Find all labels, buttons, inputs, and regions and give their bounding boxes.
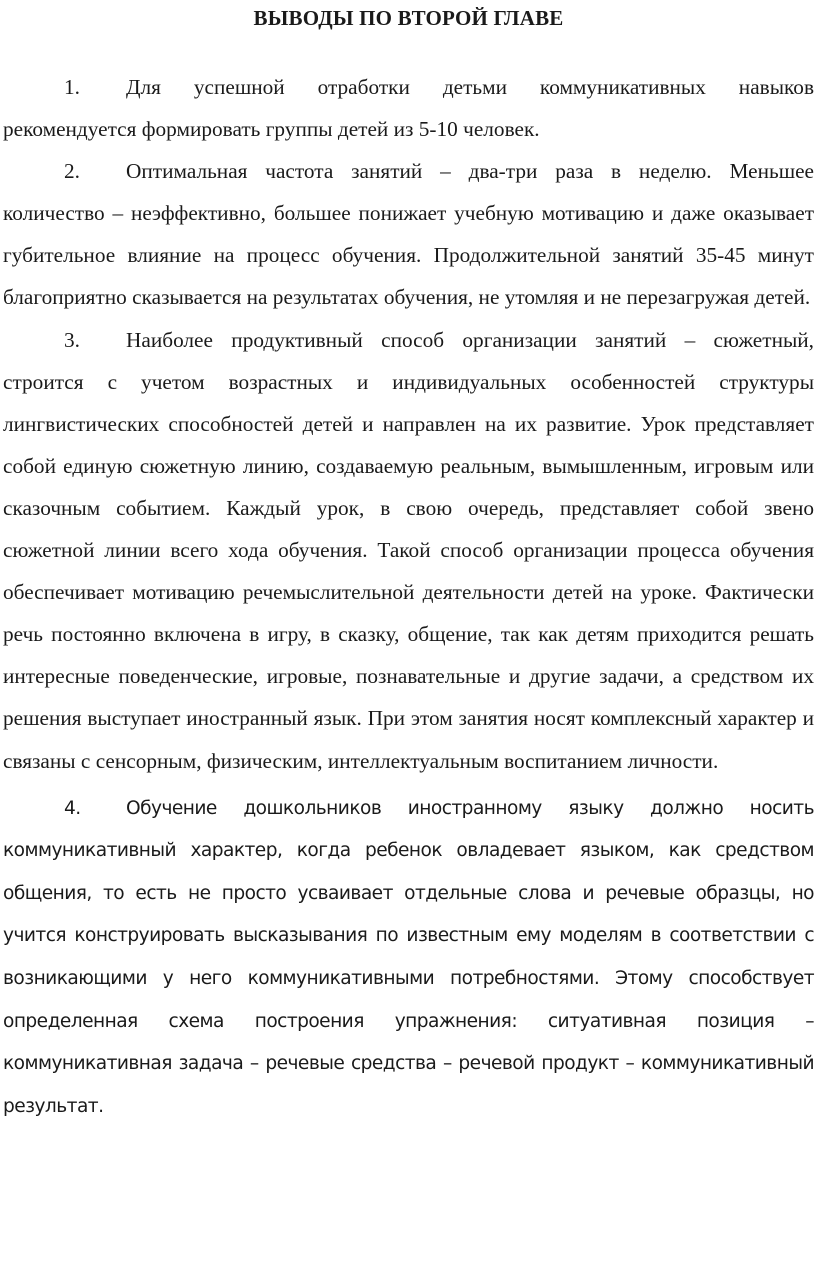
conclusion-item-3 bbox=[3, 319, 814, 782]
item-number: 3. bbox=[64, 327, 80, 352]
item-text: Оптимальная частота занятий – два-три раза в неделю. Меньшее количество – неэффективно, большее понижает учебную мотивацию и даже оказывает губительное влияние на процесс обучения. Продолжительной занятий 35-45 минут благоприятно сказывается на результатах обучения, не утомляя и не перезагружая детей. bbox=[3, 159, 814, 310]
item-text: Обучение дошкольников иностранному языку должно носить коммуникативный характер, когда ребенок овладевает языком, как средством общения, то есть не просто усваивает отдельные слова и речевые образцы, но учится конструировать высказывания по известным ему моделям в соответствии с возникающими у него коммуникативными потребностями. Этому способствует определенная схема построения упражнения: ситуативная позиция – коммуникативная задача – речевые средства – речевой продукт – коммуникативный результат. bbox=[3, 797, 814, 1117]
item-number: 2. bbox=[64, 159, 80, 184]
conclusion-item-1 bbox=[3, 66, 814, 150]
conclusion-item-2 bbox=[3, 150, 814, 318]
conclusion-item-4 bbox=[3, 788, 814, 1129]
item-number: 1. bbox=[64, 75, 80, 99]
item-text: Наиболее продуктивный способ организации занятий – сюжетный, строится с учетом возрастных и индивидуальных особенностей структуры лингвистических способностей детей и направлен на их развитие. Урок представляет собой единую сюжетную линию, создаваемую реальным, вымышленным, игровым или сказочным событием. Каждый урок, в свою очередь, представляет собой звено сюжетной линии всего хода обучения. Такой способ организации процесса обучения обеспечивает мотивацию речемыслительной деятельности детей на уроке. Фактически речь постоянно включена в игру, в сказку, общение, так как детям приходится решать интересные поведенческие, игровые, познавательные и другие задачи, а средством их решения выступает иностранный язык. При этом занятия носят комплексный характер и связаны с сенсорным, физическим, интеллектуальным воспитанием личности. bbox=[3, 327, 814, 773]
item-text: Для успешной отработки детьми коммуникативных навыков рекомендуется формировать группы детей из 5-10 человек. bbox=[3, 75, 814, 142]
item-number: 4. bbox=[64, 797, 81, 819]
page-title: ВЫВОДЫ ПО ВТОРОЙ ГЛАВЕ bbox=[253, 6, 564, 30]
